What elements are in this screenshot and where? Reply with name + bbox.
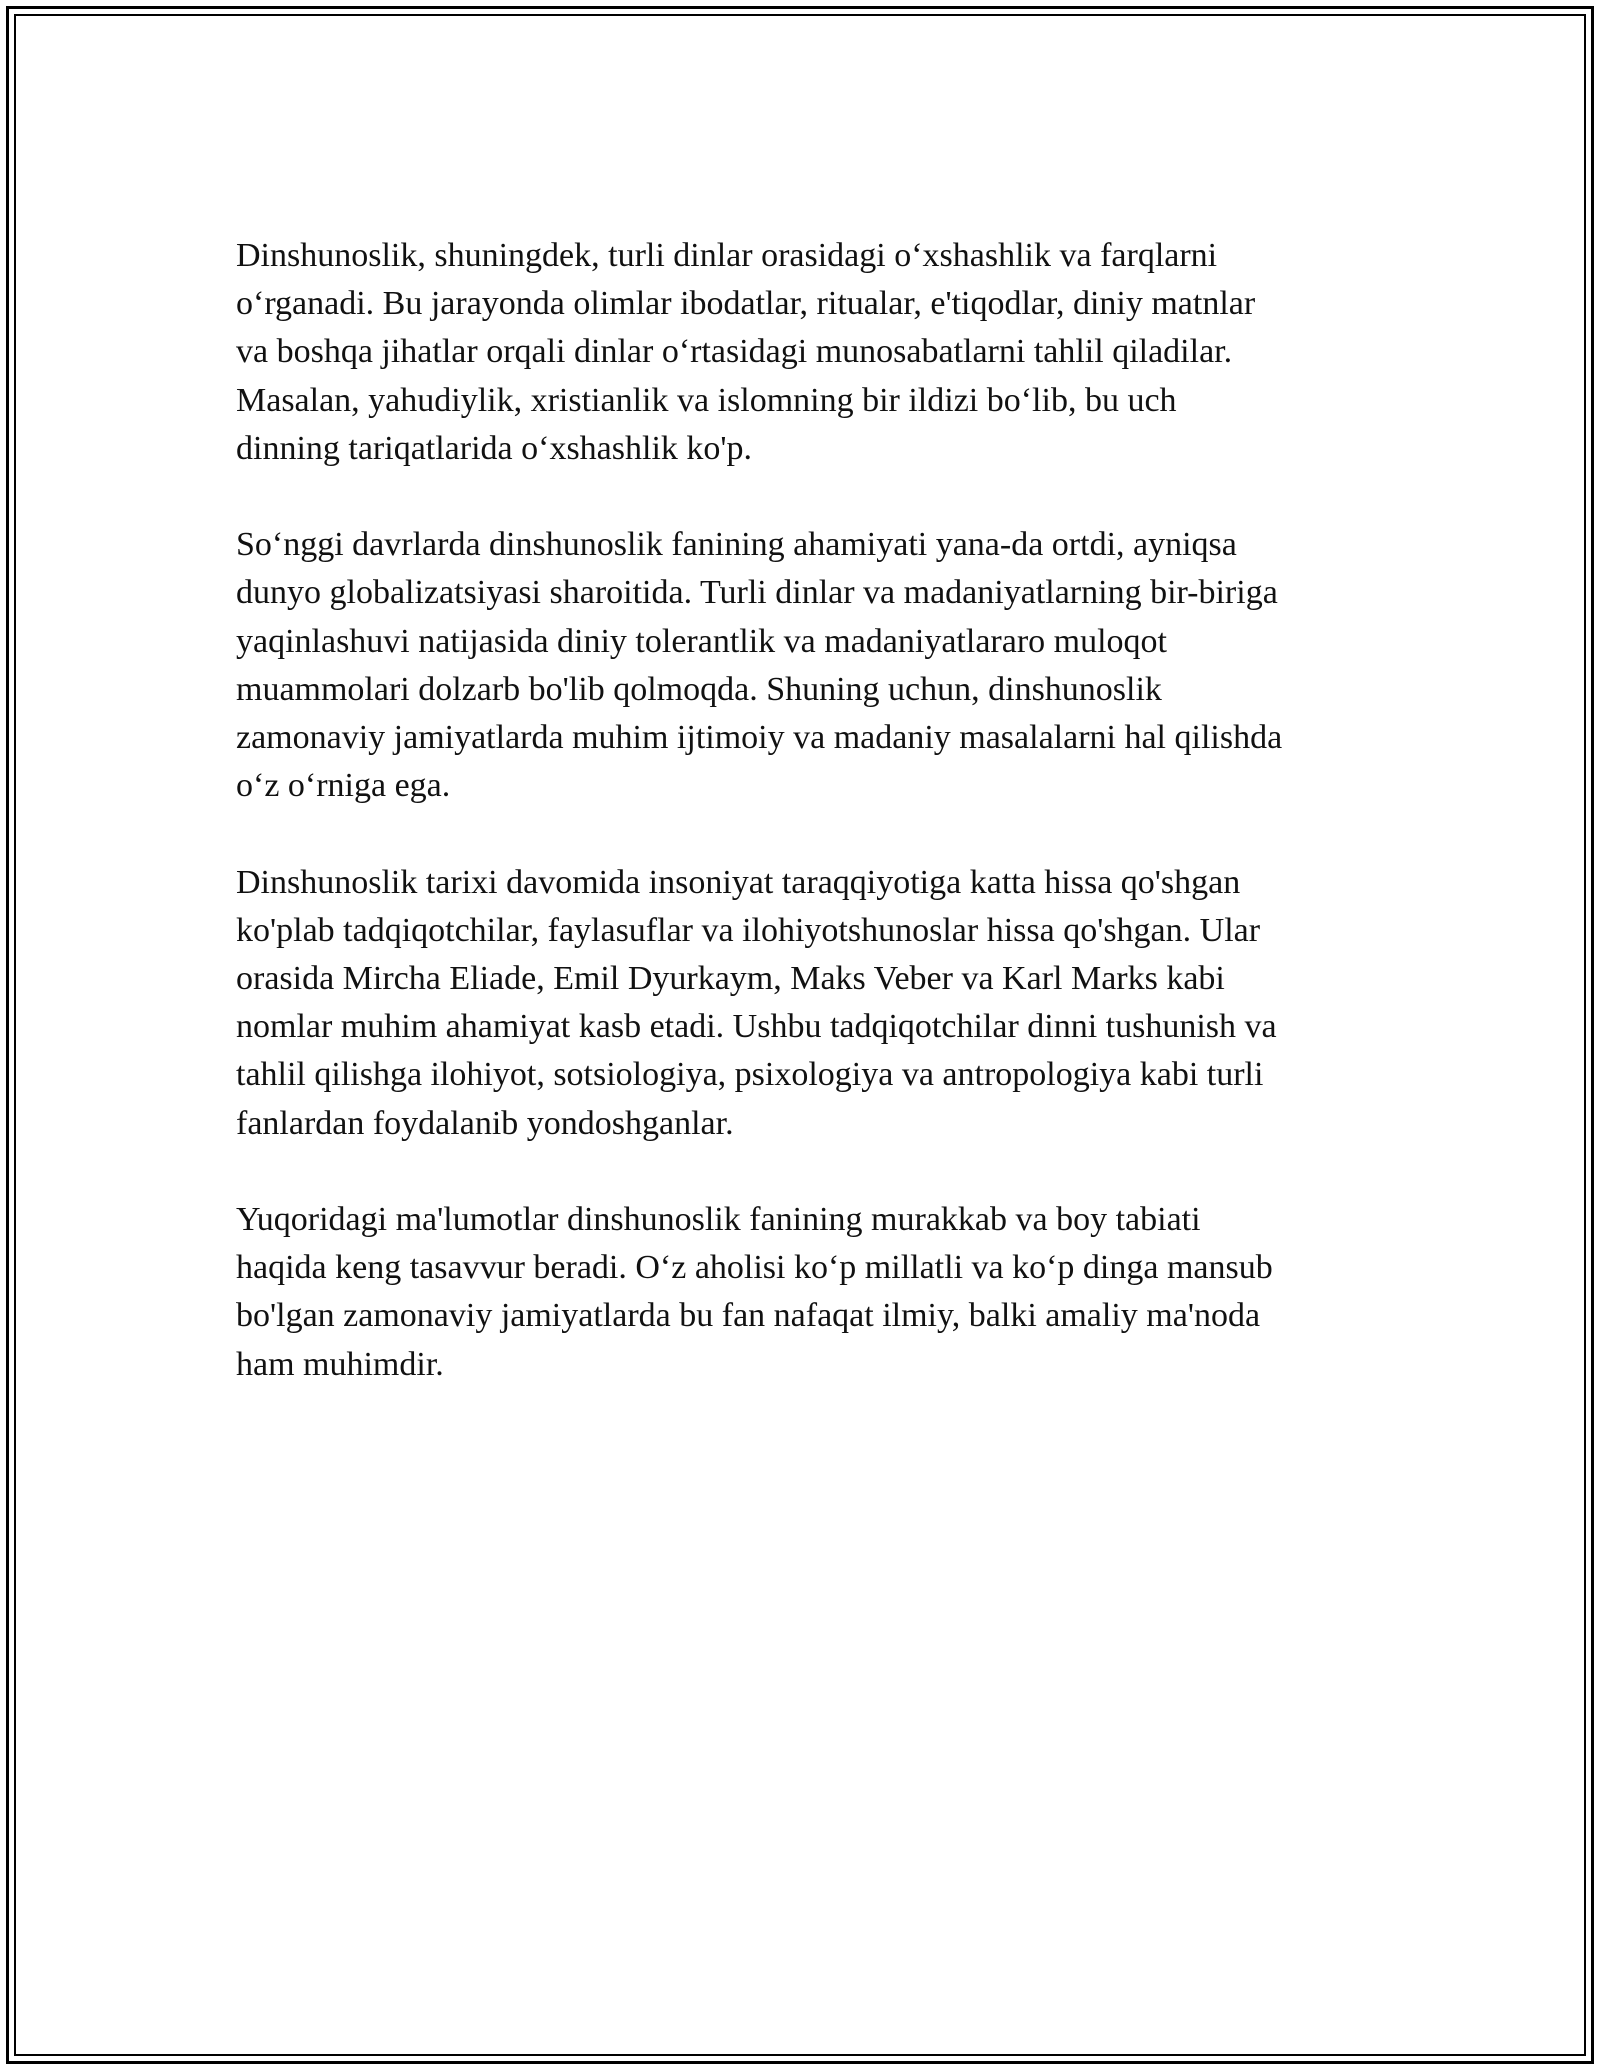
document-body (236, 232, 1396, 1437)
paragraph-3: Dinshunoslik tarixi davomida insoniyat taraqqiyotiga katta hissa qo'shgan ko'plab tadqiqotchilar, faylasuflar va ilohiyotshunoslar hissa qo'shgan. Ular orasida Mircha Eliade, Emil Dyurkaym, Maks Veber va Karl Marks kabi nomlar muhim ahamiyat kasb etadi. Ushbu tadqiqotchilar dinni tushunish va tahlil qilishga ilohiyot, sotsiologiya, psixologiya va antropologiya kabi turli fanlardan foydalanib yondoshganlar. (236, 863, 1277, 1142)
paragraph-2: So‘nggi davrlarda dinshunoslik fanining ahamiyati yana-da ortdi, ayniqsa dunyo globalizatsiyasi sharoitida. Turli dinlar va madaniyatlarning bir-biriga yaqinlashuvi natijasida diniy tolerantlik va madaniyatlararo muloqot muammolari dolzarb bo'lib qolmoqda. Shuning uchun, dinshunoslik zamonaviy jamiyatlarda muhim ijtimoiy va madaniy masalalarni hal qilishda o‘z o‘rniga ega. (236, 526, 1283, 805)
paragraph-1: Dinshunoslik, shuningdek, turli dinlar orasidagi o‘xshashlik va farqlarni o‘rganadi. Bu jarayonda olimlar ibodatlar, ritualar, e'tiqodlar, diniy matnlar va boshqa jihatlar orqali dinlar o‘rtasidagi munosabatlarni tahlil qiladilar. Masalan, yahudiylik, xristianlik va islomning bir ildizi bo‘lib, bu uch dinning tariqatlarida o‘xshashlik ko'p. (236, 237, 1256, 467)
paragraph-4: Yuqoridagi ma'lumotlar dinshunoslik fanining murakkab va boy tabiati haqida keng tasavvur beradi. O‘z aholisi ko‘p millatli va ko‘p dinga mansub bo'lgan zamonaviy jamiyatlarda bu fan nafaqat ilmiy, balki amaliy ma'noda ham muhimdir. (236, 1201, 1273, 1383)
